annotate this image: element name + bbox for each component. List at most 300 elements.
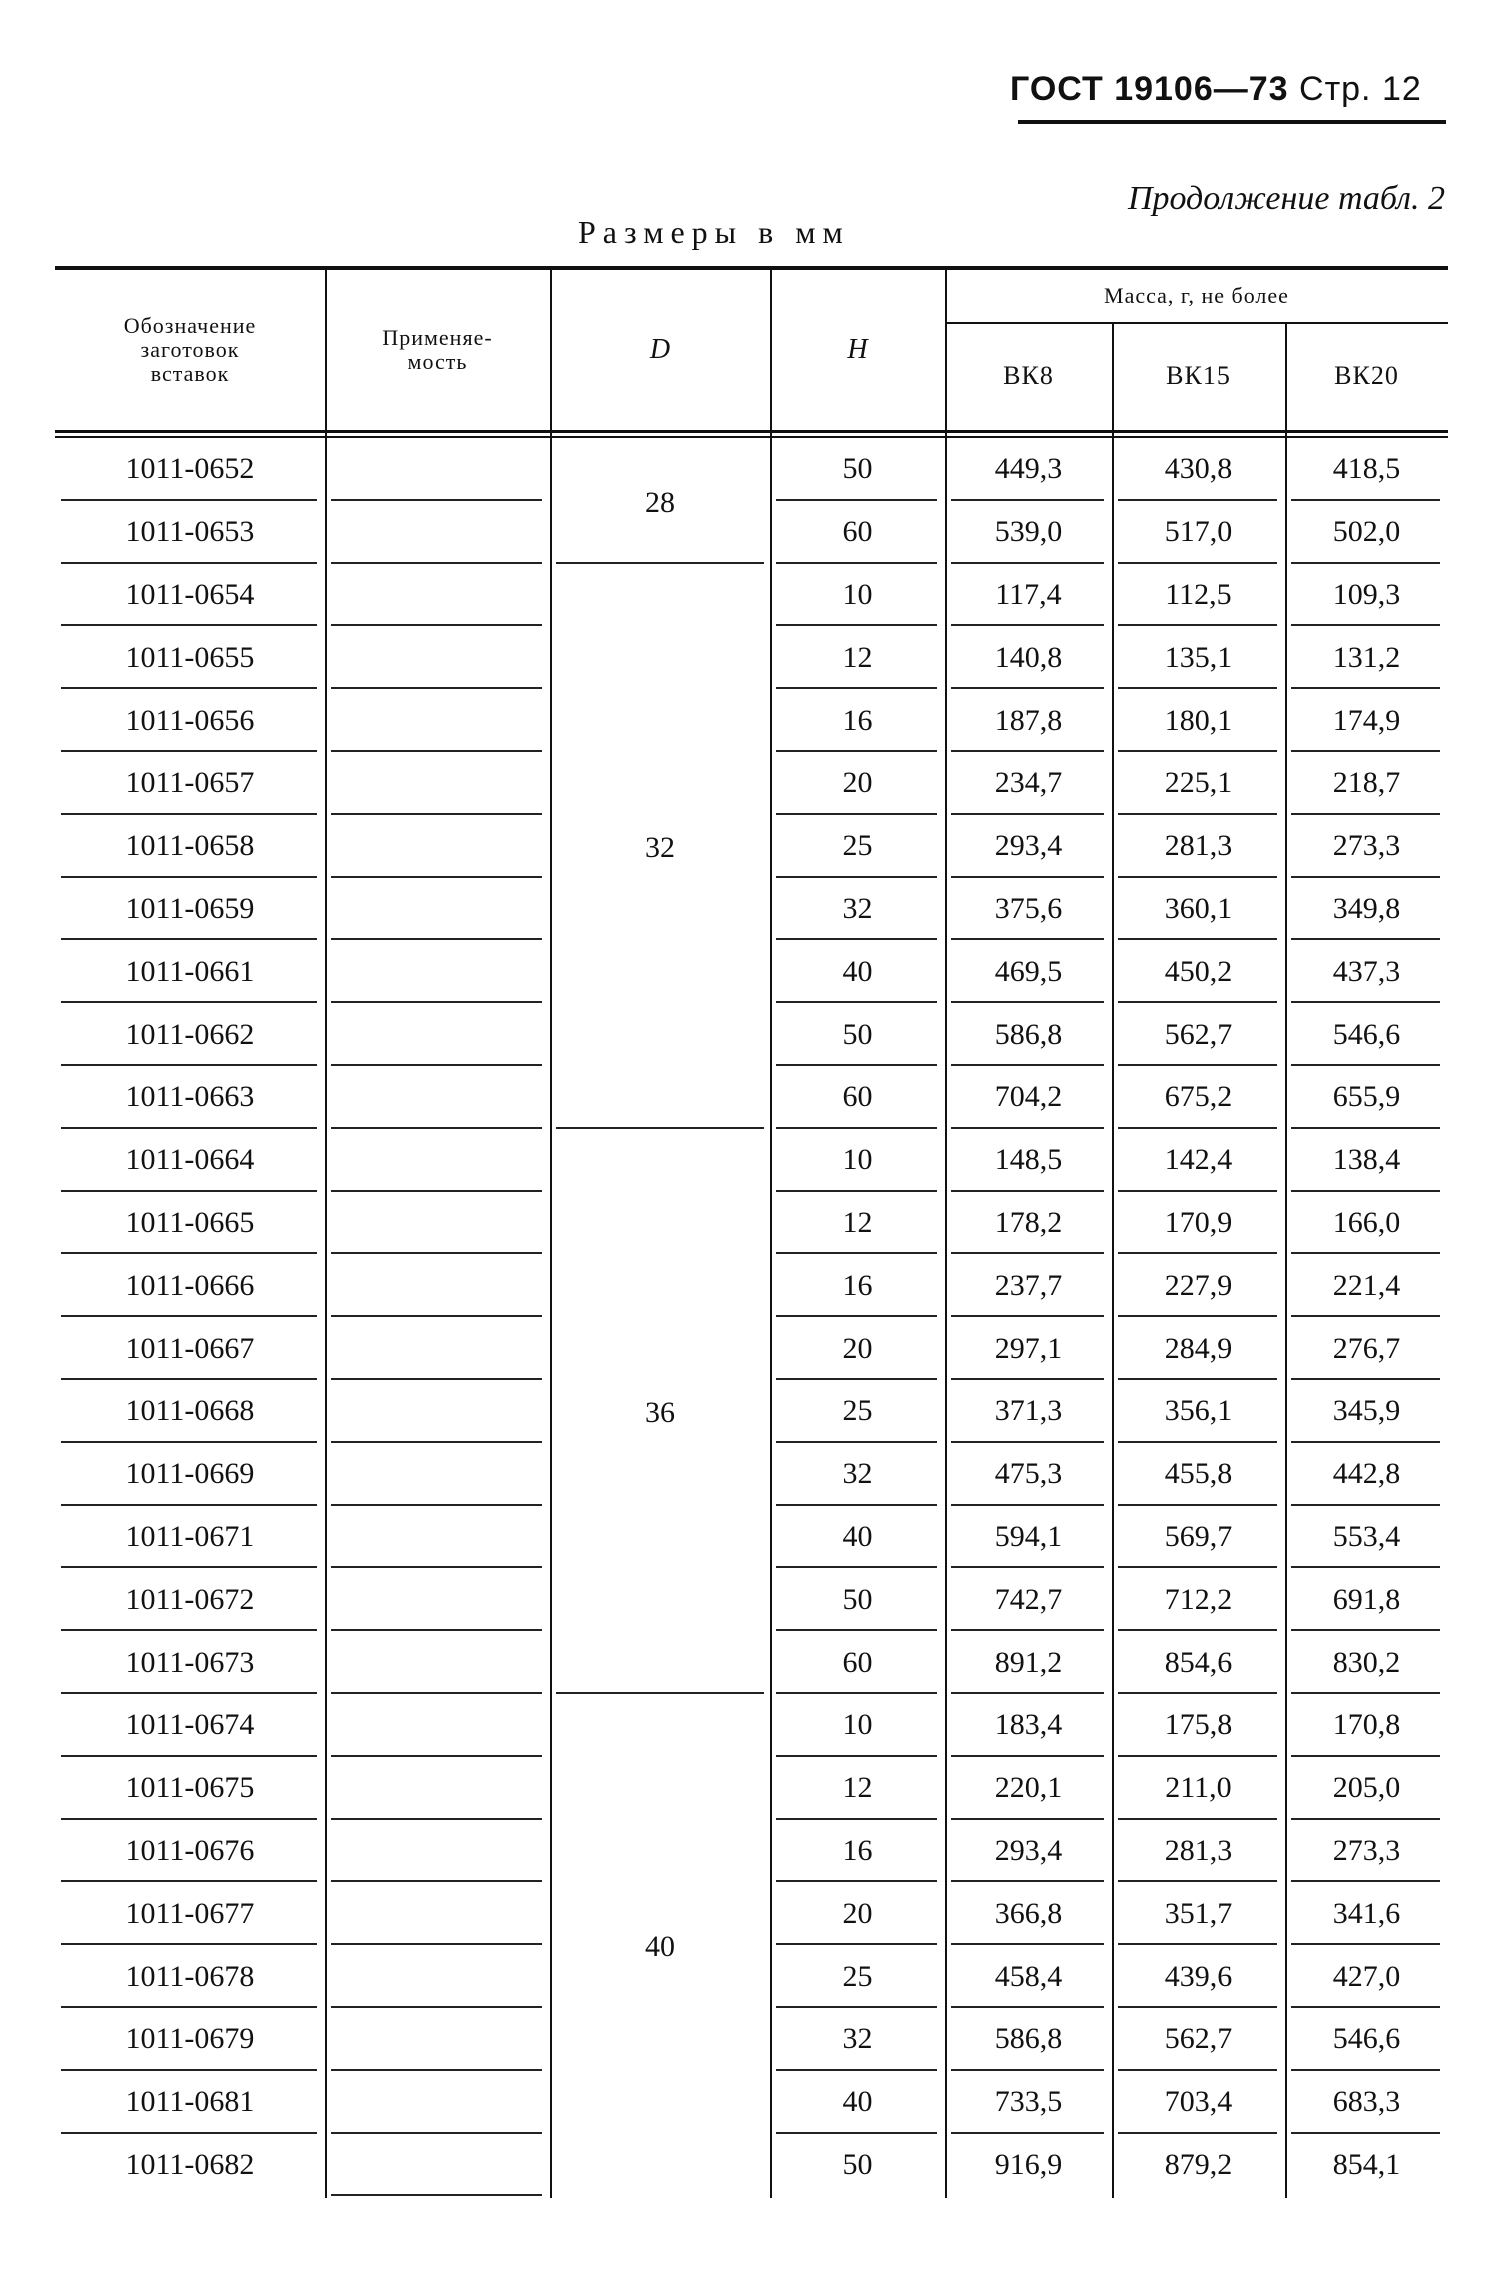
cell-designation: 1011-0666 (125, 1268, 255, 1302)
row-rule (951, 562, 1104, 564)
cell-designation: 1011-0677 (125, 1896, 255, 1930)
row-rule (951, 813, 1104, 815)
row-rule (331, 1880, 542, 1882)
row-rule (61, 1880, 317, 1882)
row-rule (1291, 2132, 1440, 2134)
row-rule (1291, 1755, 1440, 1757)
row-rule (1118, 1252, 1277, 1254)
row-rule (331, 1504, 542, 1506)
cell-vk8: 475,3 (994, 1457, 1063, 1491)
row-rule (776, 1880, 937, 1882)
row-rule (331, 499, 542, 501)
row-rule (951, 2069, 1104, 2071)
row-rule (1291, 1315, 1440, 1317)
row-rule (951, 687, 1104, 689)
cell-h: 12 (842, 640, 873, 674)
row-rule (776, 2006, 937, 2008)
row-rule (61, 1818, 317, 1820)
cell-h: 40 (842, 2085, 873, 2119)
cell-vk15: 281,3 (1164, 1833, 1233, 1867)
cell-applicability (325, 1570, 550, 1629)
row-rule (61, 1629, 317, 1631)
cell-vk20: 273,3 (1332, 1833, 1401, 1867)
row-rule (951, 1566, 1104, 1568)
row-rule (61, 2006, 317, 2008)
row-rule (1291, 1629, 1440, 1631)
cell-h: 50 (842, 2147, 873, 2181)
cell-vk8: 891,2 (994, 1645, 1063, 1679)
row-rule (951, 1378, 1104, 1380)
cell-vk20: 418,5 (1332, 452, 1401, 486)
cell-applicability (325, 880, 550, 939)
cell-vk8: 586,8 (994, 1017, 1063, 1051)
cell-applicability (325, 2073, 550, 2132)
cell-h: 32 (842, 1457, 873, 1491)
row-rule (951, 1880, 1104, 1882)
cell-designation: 1011-0678 (125, 1959, 255, 1993)
row-rule (61, 1001, 317, 1003)
cell-vk20: 427,0 (1332, 1959, 1401, 1993)
cell-vk15: 455,8 (1164, 1457, 1233, 1491)
cell-vk20: 174,9 (1332, 703, 1401, 737)
row-rule (1291, 1504, 1440, 1506)
row-rule (776, 813, 937, 815)
cell-vk15: 284,9 (1164, 1331, 1233, 1365)
row-rule (1118, 1378, 1277, 1380)
header-grade-ВК8: ВК8 (1003, 360, 1054, 390)
cell-h: 60 (842, 1645, 873, 1679)
cell-vk20: 345,9 (1332, 1394, 1401, 1428)
row-rule (1291, 1441, 1440, 1443)
row-rule (776, 2132, 937, 2134)
cell-h: 16 (842, 703, 873, 737)
row-rule (1118, 1504, 1277, 1506)
row-rule (776, 1190, 937, 1192)
row-rule (776, 562, 937, 564)
cell-designation: 1011-0681 (125, 2085, 255, 2119)
row-rule (776, 1566, 937, 1568)
row-rule (1291, 1127, 1440, 1129)
cell-vk20: 170,8 (1332, 1708, 1401, 1742)
row-rule (776, 1315, 937, 1317)
cell-h: 20 (842, 1331, 873, 1365)
cell-designation: 1011-0672 (125, 1582, 255, 1616)
cell-applicability (325, 1068, 550, 1127)
cell-vk20: 830,2 (1332, 1645, 1401, 1679)
row-rule (951, 876, 1104, 878)
cell-h: 60 (842, 515, 873, 549)
cell-designation: 1011-0655 (125, 640, 255, 674)
row-rule (1291, 2006, 1440, 2008)
cell-vk20: 276,7 (1332, 1331, 1401, 1365)
row-rule (331, 1441, 542, 1443)
row-rule (1291, 1818, 1440, 1820)
row-rule (776, 1504, 937, 1506)
row-rule (1291, 499, 1440, 501)
cell-designation: 1011-0668 (125, 1394, 255, 1428)
row-rule (1118, 1692, 1277, 1694)
row-rule (61, 1566, 317, 1568)
cell-vk8: 220,1 (994, 1771, 1063, 1805)
cell-vk20: 205,0 (1332, 1771, 1401, 1805)
cell-vk8: 237,7 (994, 1268, 1063, 1302)
row-rule (776, 1127, 937, 1129)
cell-vk15: 351,7 (1164, 1896, 1233, 1930)
cell-h: 32 (842, 2022, 873, 2056)
cell-vk8: 458,4 (994, 1959, 1063, 1993)
cell-applicability (325, 2136, 550, 2195)
cell-designation: 1011-0679 (125, 2022, 255, 2056)
cell-vk8: 586,8 (994, 2022, 1063, 2056)
row-rule (331, 2069, 542, 2071)
row-rule (776, 750, 937, 752)
row-rule (951, 938, 1104, 940)
cell-vk20: 502,0 (1332, 515, 1401, 549)
row-rule (951, 1629, 1104, 1631)
row-rule (1291, 687, 1440, 689)
row-rule (331, 2132, 542, 2134)
cell-applicability (325, 1319, 550, 1378)
row-rule (951, 499, 1104, 501)
units-note: Размеры в мм (578, 214, 850, 250)
row-rule (1118, 1880, 1277, 1882)
cell-vk15: 180,1 (1164, 703, 1233, 737)
cell-vk20: 437,3 (1332, 954, 1401, 988)
row-rule (61, 687, 317, 689)
row-rule (61, 1692, 317, 1694)
row-rule (1291, 1190, 1440, 1192)
cell-h: 12 (842, 1771, 873, 1805)
cell-h: 32 (842, 891, 873, 925)
cell-vk20: 349,8 (1332, 891, 1401, 925)
row-rule (951, 1818, 1104, 1820)
cell-vk15: 356,1 (1164, 1394, 1233, 1428)
row-rule (61, 1441, 317, 1443)
row-rule (331, 1127, 542, 1129)
row-rule (331, 1629, 542, 1631)
row-rule (951, 1190, 1104, 1192)
row-rule (61, 499, 317, 501)
cell-applicability (325, 1445, 550, 1504)
cell-h: 16 (842, 1268, 873, 1302)
cell-designation: 1011-0665 (125, 1205, 255, 1239)
cell-h: 20 (842, 766, 873, 800)
row-rule (776, 687, 937, 689)
row-rule (61, 1190, 317, 1192)
cell-vk8: 297,1 (994, 1331, 1063, 1365)
cell-vk20: 166,0 (1332, 1205, 1401, 1239)
row-rule (61, 1127, 317, 1129)
cell-vk20: 341,6 (1332, 1896, 1401, 1930)
cell-applicability (325, 1508, 550, 1567)
cell-designation: 1011-0673 (125, 1645, 255, 1679)
row-rule (1291, 1692, 1440, 1694)
header-bottom-rule-second (55, 436, 1448, 438)
row-rule (331, 876, 542, 878)
row-rule (1291, 1566, 1440, 1568)
row-rule (951, 1504, 1104, 1506)
cell-d-group: 36 (645, 1396, 675, 1430)
cell-designation: 1011-0653 (125, 515, 255, 549)
row-rule (776, 1064, 937, 1066)
row-rule (951, 1441, 1104, 1443)
row-rule (1291, 1880, 1440, 1882)
row-rule (1118, 1001, 1277, 1003)
cell-applicability (325, 1382, 550, 1441)
row-rule (1118, 876, 1277, 878)
row-rule (61, 938, 317, 940)
header-applicability: Применяе- мость (382, 324, 493, 374)
header-bottom-rule (55, 430, 1448, 433)
cell-designation: 1011-0675 (125, 1771, 255, 1805)
row-rule (61, 876, 317, 878)
cell-designation: 1011-0661 (125, 954, 255, 988)
cell-vk15: 112,5 (1165, 577, 1232, 611)
row-rule (331, 1252, 542, 1254)
cell-vk8: 704,2 (994, 1080, 1063, 1114)
cell-vk8: 916,9 (994, 2147, 1063, 2181)
row-rule (1118, 1943, 1277, 1945)
row-rule (61, 2132, 317, 2134)
row-rule (331, 624, 542, 626)
row-rule (951, 1127, 1104, 1129)
cell-h: 25 (842, 1959, 873, 1993)
row-rule (1118, 1064, 1277, 1066)
cell-h: 25 (842, 1394, 873, 1428)
d-group-rule (556, 562, 764, 564)
row-rule (331, 1566, 542, 1568)
cell-vk8: 178,2 (994, 1205, 1063, 1239)
row-rule (61, 1315, 317, 1317)
cell-vk20: 221,4 (1332, 1268, 1401, 1302)
cell-vk20: 854,1 (1332, 2147, 1401, 2181)
row-rule (1291, 624, 1440, 626)
cell-designation: 1011-0664 (125, 1143, 255, 1177)
cell-designation: 1011-0658 (125, 829, 255, 863)
row-rule (1118, 1818, 1277, 1820)
cell-applicability (325, 817, 550, 876)
cell-applicability (325, 1256, 550, 1315)
row-rule (331, 1943, 542, 1945)
cell-designation: 1011-0674 (125, 1708, 255, 1742)
row-rule (776, 1755, 937, 1757)
row-rule (1291, 1252, 1440, 1254)
cell-vk20: 655,9 (1332, 1080, 1401, 1114)
row-rule (1118, 499, 1277, 501)
cell-designation: 1011-0669 (125, 1457, 255, 1491)
cell-vk20: 131,2 (1332, 640, 1401, 674)
cell-applicability (325, 628, 550, 687)
row-rule (1118, 624, 1277, 626)
row-rule (776, 1001, 937, 1003)
row-rule (1118, 1315, 1277, 1317)
cell-designation: 1011-0663 (125, 1080, 255, 1114)
cell-vk20: 683,3 (1332, 2085, 1401, 2119)
row-rule (61, 813, 317, 815)
cell-h: 16 (842, 1833, 873, 1867)
cell-vk8: 293,4 (994, 1833, 1063, 1867)
row-rule (1291, 750, 1440, 752)
cell-d-group: 40 (645, 1930, 675, 1964)
cell-d-group: 28 (645, 485, 675, 519)
cell-vk15: 675,2 (1164, 1080, 1233, 1114)
row-rule (776, 2069, 937, 2071)
row-rule (61, 624, 317, 626)
row-rule (951, 1001, 1104, 1003)
cell-vk15: 879,2 (1164, 2147, 1233, 2181)
cell-vk20: 109,3 (1332, 577, 1401, 611)
cell-applicability (325, 1194, 550, 1253)
cell-vk15: 439,6 (1164, 1959, 1233, 1993)
row-rule (1291, 813, 1440, 815)
cell-vk15: 281,3 (1164, 829, 1233, 863)
cell-vk8: 594,1 (994, 1519, 1063, 1553)
cell-applicability (325, 1947, 550, 2006)
cell-vk15: 562,7 (1164, 1017, 1233, 1051)
cell-vk20: 546,6 (1332, 2022, 1401, 2056)
cell-vk15: 562,7 (1164, 2022, 1233, 2056)
cell-applicability (325, 942, 550, 1001)
cell-vk8: 449,3 (994, 452, 1063, 486)
row-rule (776, 876, 937, 878)
row-rule (776, 1252, 937, 1254)
row-rule (776, 1378, 937, 1380)
row-rule (61, 1504, 317, 1506)
row-rule (331, 562, 542, 564)
cell-applicability (325, 691, 550, 750)
row-rule (776, 1943, 937, 1945)
cell-designation: 1011-0656 (125, 703, 255, 737)
row-rule (1118, 2132, 1277, 2134)
row-rule (331, 2006, 542, 2008)
cell-h: 50 (842, 1582, 873, 1616)
cell-applicability (325, 2010, 550, 2069)
header-rule (1018, 120, 1446, 124)
cell-vk8: 733,5 (994, 2085, 1063, 2119)
row-rule (1291, 938, 1440, 940)
header-h: H (847, 333, 868, 365)
cell-h: 50 (842, 1017, 873, 1051)
row-rule (331, 1064, 542, 1066)
cell-vk8: 234,7 (994, 766, 1063, 800)
cell-vk15: 175,8 (1164, 1708, 1233, 1742)
row-rule (331, 1378, 542, 1380)
cell-applicability (325, 754, 550, 813)
row-rule (951, 1755, 1104, 1757)
row-rule (1291, 1943, 1440, 1945)
cell-applicability (325, 1884, 550, 1943)
cell-vk15: 211,0 (1165, 1771, 1232, 1805)
row-rule (951, 1315, 1104, 1317)
row-rule (776, 1692, 937, 1694)
cell-vk8: 742,7 (994, 1582, 1063, 1616)
cell-vk8: 366,8 (994, 1896, 1063, 1930)
cell-vk15: 430,8 (1164, 452, 1233, 486)
row-rule (1118, 1629, 1277, 1631)
cell-vk8: 140,8 (994, 640, 1063, 674)
row-rule (1118, 1441, 1277, 1443)
row-rule (61, 1252, 317, 1254)
cell-h: 10 (842, 577, 873, 611)
cell-applicability (325, 1696, 550, 1755)
row-rule (1291, 876, 1440, 878)
cell-h: 10 (842, 1708, 873, 1742)
header-grade-ВК20: ВК20 (1334, 360, 1399, 390)
header-mass-group: Масса, г, не более (1104, 282, 1289, 308)
cell-designation: 1011-0659 (125, 891, 255, 925)
cell-vk15: 142,4 (1164, 1143, 1233, 1177)
cell-vk15: 703,4 (1164, 2085, 1233, 2119)
row-rule (61, 1755, 317, 1757)
cell-vk15: 854,6 (1164, 1645, 1233, 1679)
cell-h: 60 (842, 1080, 873, 1114)
row-rule (331, 1001, 542, 1003)
cell-h: 12 (842, 1205, 873, 1239)
row-rule (61, 1064, 317, 1066)
cell-vk15: 225,1 (1164, 766, 1233, 800)
cell-applicability (325, 440, 550, 499)
cell-vk20: 138,4 (1332, 1143, 1401, 1177)
row-rule (1291, 1378, 1440, 1380)
header-d: D (649, 333, 671, 365)
cell-vk15: 450,2 (1164, 954, 1233, 988)
d-group-rule (556, 1692, 764, 1694)
cell-designation: 1011-0662 (125, 1017, 255, 1051)
row-rule (1118, 750, 1277, 752)
cell-h: 40 (842, 954, 873, 988)
cell-designation: 1011-0654 (125, 577, 255, 611)
cell-vk8: 539,0 (994, 515, 1063, 549)
row-rule (61, 1378, 317, 1380)
cell-applicability (325, 1633, 550, 1692)
cell-designation: 1011-0652 (125, 452, 255, 486)
table-continuation-note: Продолжение табл. 2 (1127, 180, 1445, 217)
row-rule (61, 1943, 317, 1945)
row-rule (1118, 1190, 1277, 1192)
cell-designation: 1011-0657 (125, 766, 255, 800)
cell-applicability (325, 1759, 550, 1818)
cell-h: 50 (842, 452, 873, 486)
row-rule (1118, 1127, 1277, 1129)
cell-h: 40 (842, 1519, 873, 1553)
row-rule (61, 750, 317, 752)
row-rule (951, 750, 1104, 752)
cell-vk8: 375,6 (994, 891, 1063, 925)
standard-header (1010, 70, 1422, 109)
cell-vk20: 546,6 (1332, 1017, 1401, 1051)
row-rule (331, 1190, 542, 1192)
cell-vk20: 691,8 (1332, 1582, 1401, 1616)
row-rule (1291, 1064, 1440, 1066)
cell-vk15: 517,0 (1164, 515, 1233, 549)
cell-designation: 1011-0676 (125, 1833, 255, 1867)
row-rule (61, 562, 317, 564)
row-rule (1118, 938, 1277, 940)
cell-vk8: 371,3 (994, 1394, 1063, 1428)
header-grade-ВК15: ВК15 (1166, 360, 1231, 390)
row-rule (331, 813, 542, 815)
d-group-rule (556, 1127, 764, 1129)
row-rule (776, 499, 937, 501)
cell-h: 10 (842, 1143, 873, 1177)
row-rule (1118, 813, 1277, 815)
row-rule (331, 687, 542, 689)
cell-vk20: 273,3 (1332, 829, 1401, 863)
row-rule (1118, 562, 1277, 564)
row-rule (951, 624, 1104, 626)
cell-vk15: 170,9 (1164, 1205, 1233, 1239)
cell-designation: 1011-0667 (125, 1331, 255, 1365)
